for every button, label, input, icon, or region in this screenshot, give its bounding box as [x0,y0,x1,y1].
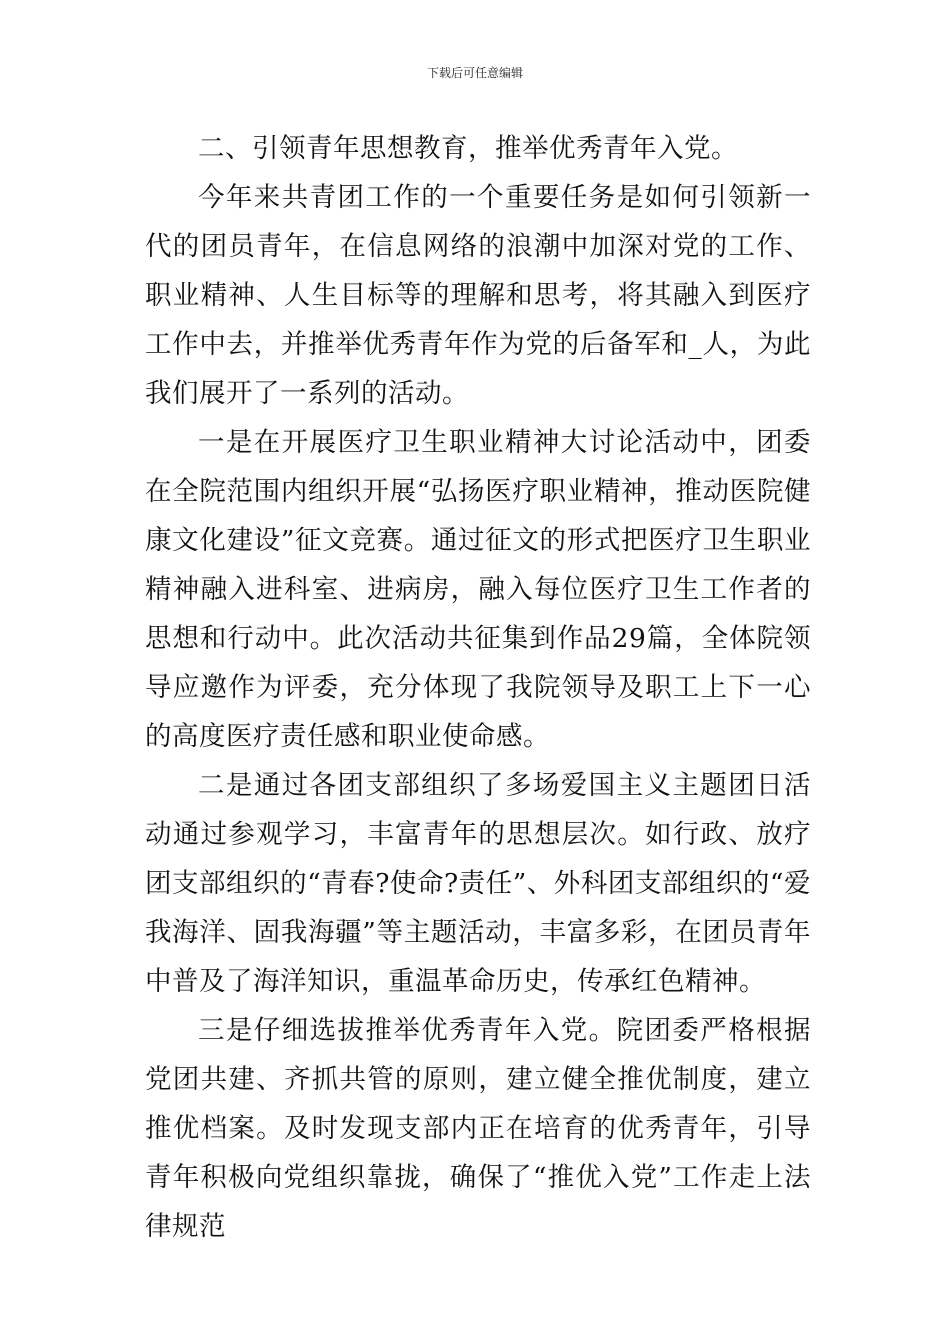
paragraph-intro: 今年来共青团工作的一个重要任务是如何引领新一代的团员青年，在信息网络的浪潮中加深对党的工作、职业精神、人生目标等的理解和思考，将其融入到医疗工作中去，并推举优秀青年作为党的后备军和_人，为此我们展开了一系列的活动。 [145,182,811,409]
paragraph-first-activity: 一是在开展医疗卫生职业精神大讨论活动中，团委在全院范围内组织开展“弘扬医疗职业精神，推动医院健康文化建设”征文竞赛。通过征文的形式把医疗卫生职业精神融入进科室、进病房，融入每位医疗卫生工作者的思想和行动中。此次活动共征集到作品29篇，全体院领导应邀作为评委，充分体现了我院领导及职工上下一心的高度医疗责任感和职业使命感。 [145,427,811,752]
paragraph-third-activity: 三是仔细选拔推举优秀青年入党。院团委严格根据党团共建、齐抓共管的原则，建立健全推优制度，建立推优档案。及时发现支部内正在培育的优秀青年，引导青年积极向党组织靠拢，确保了“推优入党”工作走上法律规范 [145,1015,811,1242]
document-body [145,124,811,1251]
paragraph-second-activity: 二是通过各团支部组织了多场爱国主义主题团日活动通过参观学习，丰富青年的思想层次。如行政、放疗团支部组织的“青春?使命?责任”、外科团支部组织的“爱我海洋、固我海疆”等主题活动，丰富多彩，在团员青年中普及了海洋知识，重温革命历史，传承红色精神。 [145,770,811,997]
section-heading: 二、引领青年思想教育，推举优秀青年入党。 [198,133,738,164]
page-header-note: 下载后可任意编辑 [426,66,523,80]
